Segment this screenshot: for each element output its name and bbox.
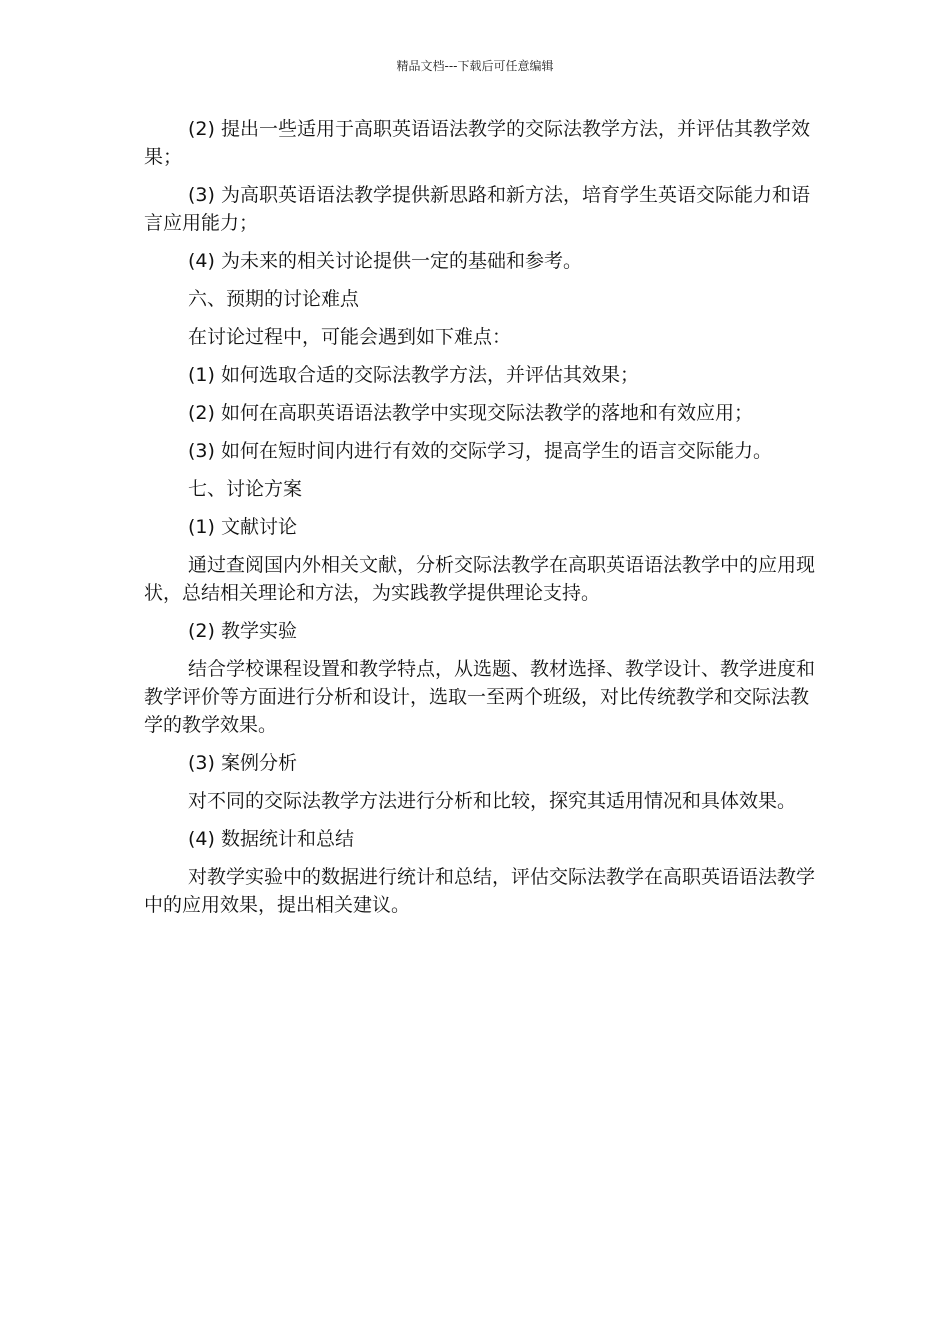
paragraph: 对不同的交际法教学方法进行分析和比较，探究其适用情况和具体效果。 <box>188 790 797 812</box>
paragraph: 结合学校课程设置和教学特点，从选题、教材选择、教学设计、教学进度和教学评价等方面进行分析和设计，选取一至两个班级，对比传统教学和交际法教学的教学效果。 <box>144 658 816 736</box>
paragraph: (1) 如何选取合适的交际法教学方法，并评估其效果； <box>188 364 639 386</box>
section-heading: 六、预期的讨论难点 <box>188 288 360 310</box>
subsection-heading: (3) 案例分析 <box>188 752 297 774</box>
paragraph: 对教学实验中的数据进行统计和总结，评估交际法教学在高职英语语法教学中的应用效果，提出相关建议。 <box>144 866 816 916</box>
page-header: 精品文档---下载后可任意编辑 <box>396 59 554 73</box>
paragraph: (2) 如何在高职英语语法教学中实现交际法教学的落地和有效应用； <box>188 402 753 424</box>
document-body <box>144 115 820 929</box>
paragraph: (3) 如何在短时间内进行有效的交际学习，提高学生的语言交际能力。 <box>188 440 772 462</box>
paragraph: (4) 为未来的相关讨论提供一定的基础和参考。 <box>188 250 582 272</box>
paragraph: 通过查阅国内外相关文献，分析交际法教学在高职英语语法教学中的应用现状，总结相关理论和方法，为实践教学提供理论支持。 <box>144 554 816 604</box>
paragraph: (2) 提出一些适用于高职英语语法教学的交际法教学方法，并评估其教学效果； <box>144 118 810 168</box>
paragraph: 在讨论过程中，可能会遇到如下难点： <box>188 326 512 348</box>
subsection-heading: (4) 数据统计和总结 <box>188 828 354 850</box>
subsection-heading: (1) 文献讨论 <box>188 516 297 538</box>
subsection-heading: (2) 教学实验 <box>188 620 297 642</box>
paragraph: (3) 为高职英语语法教学提供新思路和新方法，培育学生英语交际能力和语言应用能力； <box>144 184 810 234</box>
section-heading: 七、讨论方案 <box>188 478 303 500</box>
